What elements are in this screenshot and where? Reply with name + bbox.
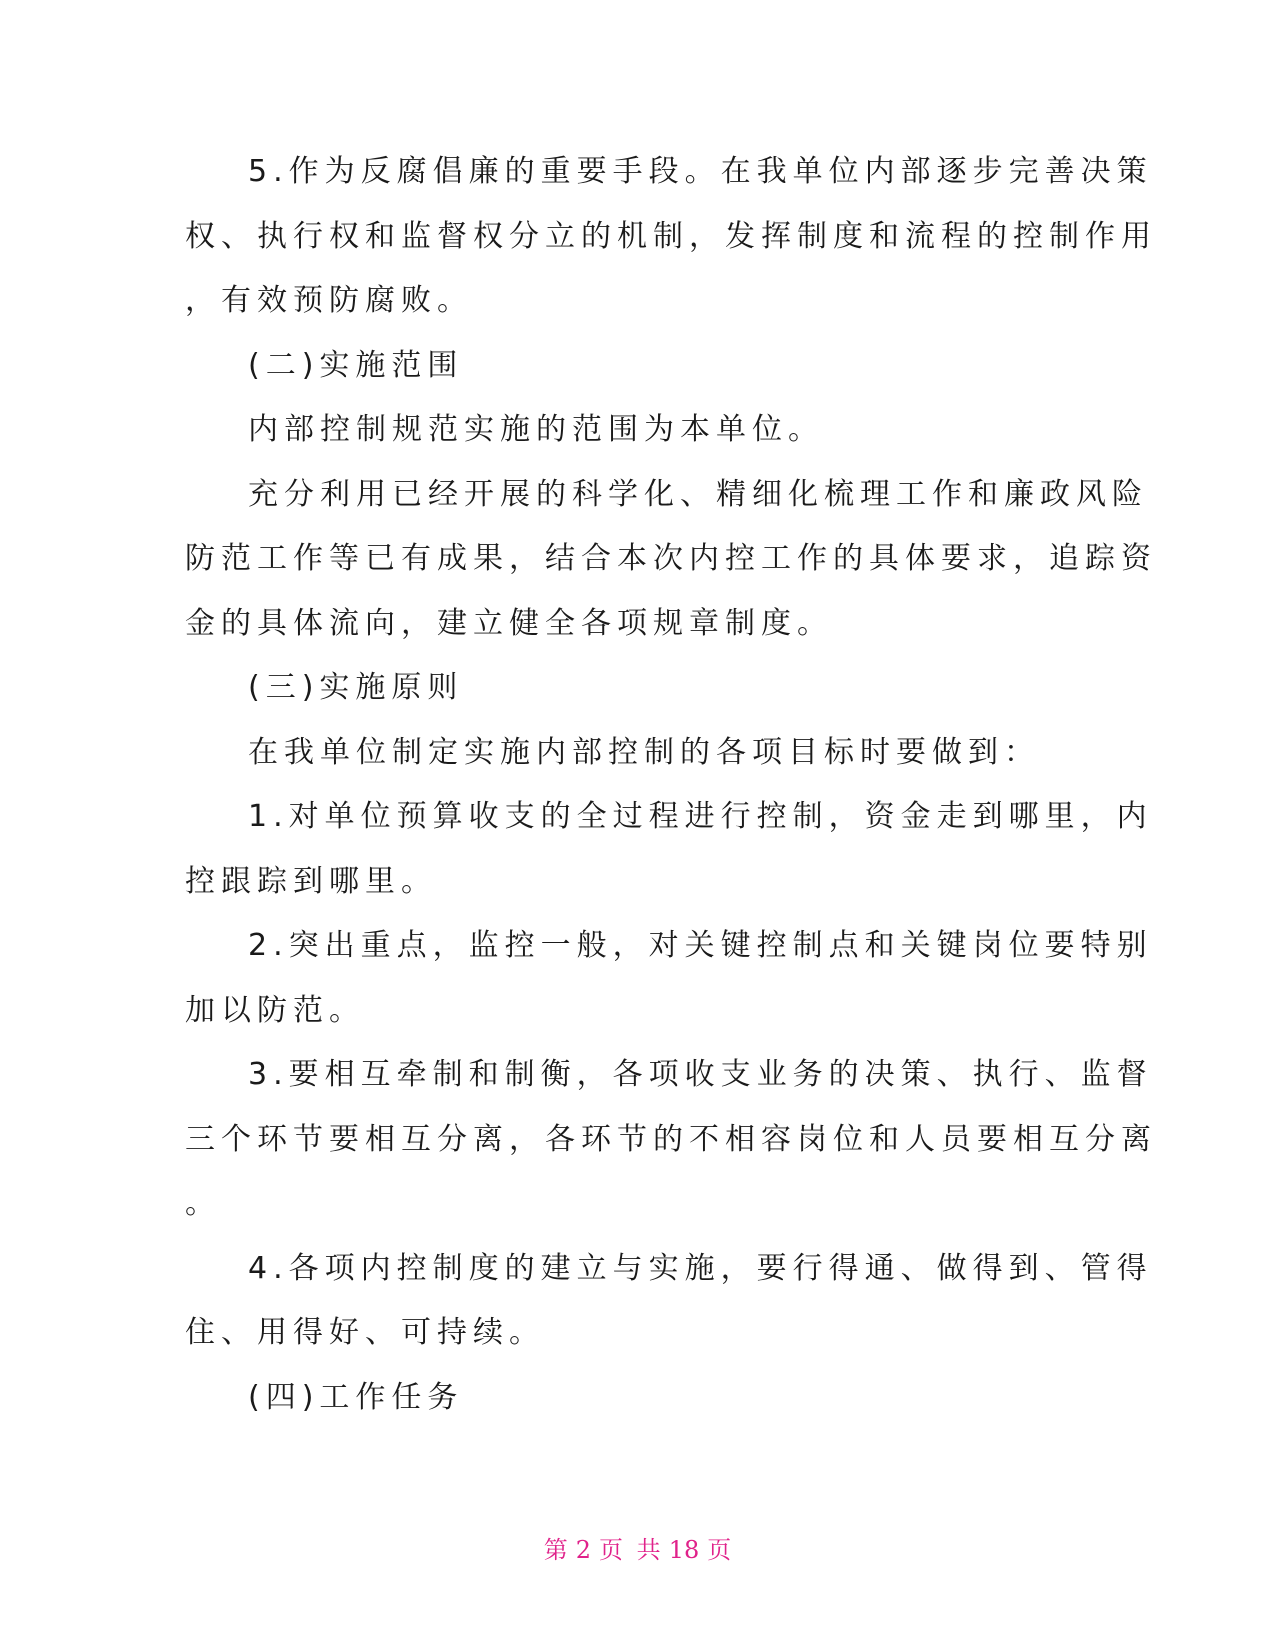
text-line: 1.对单位预算收支的全过程进行控制，资金走到哪里，内 [248, 799, 1153, 834]
text-line: 充分利用已经开展的科学化、精细化梳理工作和廉政风险 [248, 476, 1148, 512]
text-line: 在我单位制定实施内部控制的各项目标时要做到： [248, 734, 1040, 770]
text-line: 三个环节要相互分离，各环节的不相容岗位和人员要相互分离 [185, 1121, 1157, 1157]
text-line: 4.各项内控制度的建立与实施，要行得通、做得到、管得 [248, 1250, 1153, 1286]
text-line: 权、执行权和监督权分立的机制，发挥制度和流程的控制作用 [185, 218, 1157, 254]
text-line: 内部控制规范实施的范围为本单位。 [248, 412, 824, 447]
footer-page-number: 2 [575, 1536, 592, 1564]
text-line: 住、用得好、可持续。 [185, 1315, 545, 1350]
text-line: 5.作为反腐倡廉的重要手段。在我单位内部逐步完善决策 [248, 154, 1153, 189]
page-footer [0, 1530, 1275, 1565]
text-line: 防范工作等已有成果，结合本次内控工作的具体要求，追踪资 [185, 541, 1157, 576]
footer-middle: 页 共 [599, 1536, 661, 1564]
text-line: 。 [185, 1186, 221, 1221]
text-line: (四)工作任务 [248, 1379, 464, 1415]
text-line: ，有效预防腐败。 [185, 283, 473, 318]
text-line: 3.要相互牵制和制衡，各项收支业务的决策、执行、监督 [248, 1057, 1153, 1092]
text-line: 控跟踪到哪里。 [185, 863, 437, 899]
footer-prefix: 第 [543, 1536, 568, 1564]
text-line: 金的具体流向，建立健全各项规章制度。 [185, 605, 833, 641]
footer-total-pages: 18 [668, 1536, 700, 1564]
text-line: (二)实施范围 [248, 347, 464, 383]
text-line: 加以防范。 [185, 992, 365, 1028]
text-line: 2.突出重点，监控一般，对关键控制点和关键岗位要特别 [248, 928, 1153, 963]
footer-suffix: 页 [707, 1536, 732, 1564]
text-line: (三)实施原则 [248, 670, 464, 705]
document-body [185, 140, 1157, 1430]
